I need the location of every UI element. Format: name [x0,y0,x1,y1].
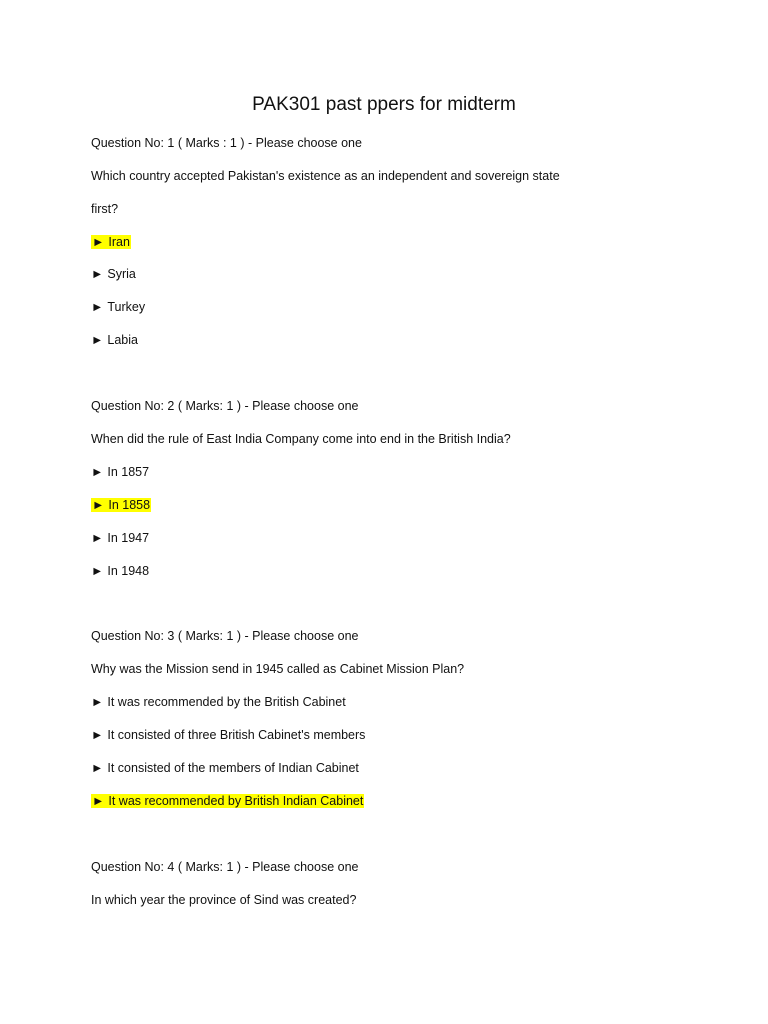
option-label: Labia [107,333,138,347]
answer-highlight [91,235,131,249]
question-1-option-1 [91,234,131,250]
option-label: In 1858 [108,498,151,512]
question-3-option-2 [91,727,365,743]
answer-highlight [91,498,151,512]
bullet-arrow-icon: ► [91,728,104,742]
question-3-header: Question No: 3 ( Marks: 1 ) - Please choose one [91,629,359,643]
option-label: Syria [107,267,136,281]
page-title: PAK301 past ppers for midterm [252,94,516,115]
question-2-header: Question No: 2 ( Marks: 1 ) - Please choose one [91,399,359,413]
question-1-text-continued: first? [91,202,119,216]
option-label: Turkey [107,300,146,314]
option-label: Iran [108,235,130,249]
bullet-arrow-icon: ► [92,794,105,808]
bullet-arrow-icon: ► [91,465,104,479]
option-label: It consisted of three British Cabinet's members [107,728,366,742]
option-label: In 1857 [107,465,150,479]
bullet-arrow-icon: ► [91,333,104,347]
question-1-header: Question No: 1 ( Marks : 1 ) - Please choose one [91,136,362,150]
bullet-arrow-icon: ► [91,267,104,281]
question-3-option-4 [91,793,364,809]
bullet-arrow-icon: ► [91,695,104,709]
question-2-text: When did the rule of East India Company come into end in the British India? [91,432,511,446]
answer-highlight [91,794,364,808]
option-label: It was recommended by British Indian Cabinet [108,794,364,808]
question-2-option-4 [91,563,149,579]
bullet-arrow-icon: ► [92,235,105,249]
option-label: It consisted of the members of Indian Cabinet [107,761,359,775]
question-1-option-3 [91,299,145,315]
question-3-text: Why was the Mission send in 1945 called as Cabinet Mission Plan? [91,662,465,676]
bullet-arrow-icon: ► [91,761,104,775]
option-label: In 1947 [107,531,150,545]
question-1-option-2 [91,266,136,282]
question-3-option-3 [91,760,359,776]
question-1-option-4 [91,332,138,348]
bullet-arrow-icon: ► [91,564,104,578]
bullet-arrow-icon: ► [92,498,105,512]
question-4-text: In which year the province of Sind was created? [91,893,357,907]
bullet-arrow-icon: ► [91,300,104,314]
question-3-option-1 [91,694,346,710]
question-2-option-2 [91,497,151,513]
question-4-header: Question No: 4 ( Marks: 1 ) - Please choose one [91,860,359,874]
option-label: In 1948 [107,564,150,578]
question-2-option-1 [91,464,149,480]
option-label: It was recommended by the British Cabinet [107,695,346,709]
bullet-arrow-icon: ► [91,531,104,545]
question-2-option-3 [91,530,149,546]
question-1-text: Which country accepted Pakistan's existence as an independent and sovereign state [91,169,560,183]
